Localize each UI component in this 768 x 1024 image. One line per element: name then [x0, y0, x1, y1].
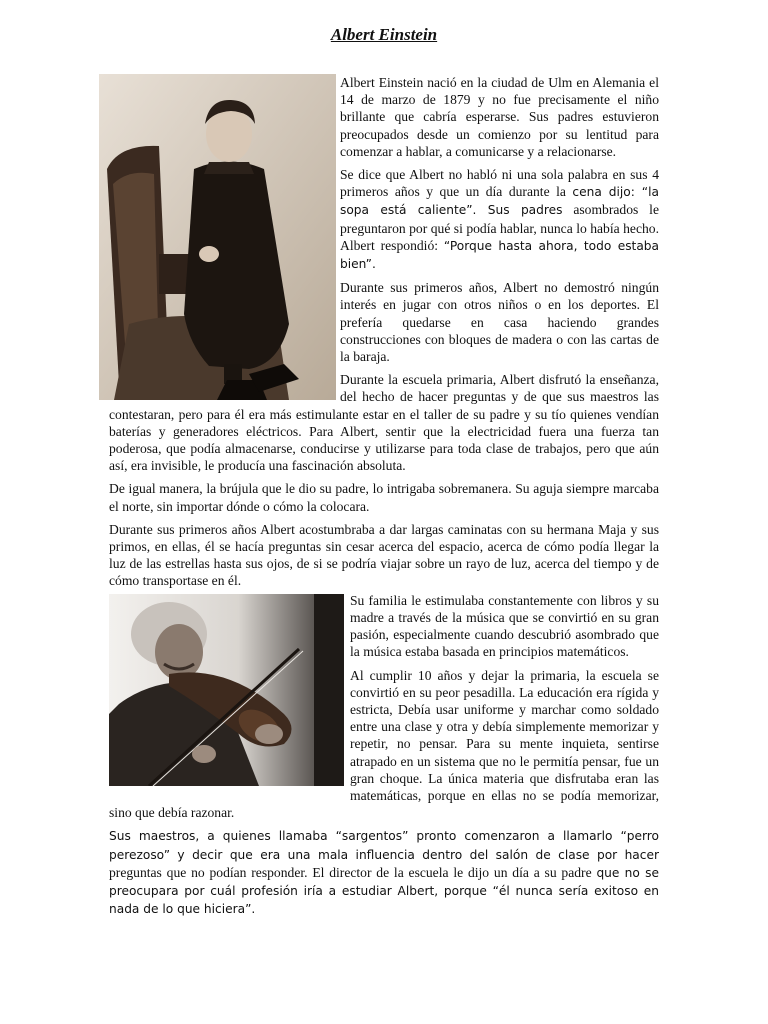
violin-player-photo [109, 594, 344, 786]
paragraph-2-part-a: Se dice que Albert no habló ni una sola palabra en sus 4 primeros años y que un día durante la [340, 167, 659, 200]
paragraph-5: De igual manera, la brújula que le dio su padre, lo intrigaba sobremanera. Su aguja siempre marcaba el norte, sin importar dónde o cómo la colocara. [109, 481, 659, 514]
paragraph-3: Durante sus primeros años, Albert no demostró ningún interés en jugar con otros niños o en los deportes. El prefería quedarse en casa haciendo grandes construcciones con bloques de madera o con las cartas de la baraja. [340, 280, 659, 365]
paragraph-4: Durante la escuela primaria, Albert disfrutó la enseñanza, del hecho de hacer preguntas y de que sus maestros las contestaran, pero para él era más estimulante estar en el taller de su padre y su tío quienes vendían baterías y generadores eléctricos. Para Albert, sentir que la electricidad fuera una fuerza tan poderosa, que podía almacenarse, conducirse y utilizarse para toda clase de trabajos, pero que aún así, era invisible, le producía una fascinación absoluta. [109, 372, 659, 474]
paragraph-8: Al cumplir 10 años y dejar la primaria, la escuela se convirtió en su peor pesadilla. La educación era rígida y estricta, Debía usar uniforme y marchar como soldado entre una clase y otra y debía simplemente memorizar y repetir, no pensar. Para su mente inquieta, sentirse atrapado en un sistema que no le permitía pensar, fue un gran choque. La única materia que disfrutaba eran las matemáticas, porque en ellas no se podía memorizar, sino que debía razonar. [109, 667, 659, 821]
paragraph-9-part-b: preguntas que no podían responder. El director de la escuela le dijo un día a su padre [109, 864, 592, 880]
paragraph-1: Albert Einstein nació en la ciudad de Ulm en Alemania el 14 de marzo de 1879 y no fue precisamente el niño brillante que cabría esperarse. Sus padres estuvieron preocupados desde un comienzo por su lentitud para comenzar a hablar, a comunicarse y a relacionarse. [340, 75, 659, 159]
paragraph-6: Durante sus primeros años Albert acostumbraba a dar largas caminatas con su hermana Maja y sus primos, en ellas, él se hacía preguntas sin cesar acerca del espacio, acerca de cómo podía llegar la luz de las estrellas hasta sus ojos, de si se podría viajar sobre un rayo de luz, acerca del tiempo y de cómo transportase en él. [109, 521, 659, 589]
paragraph-9-part-a: Sus maestros, a quienes llamaba “sargentos” pronto comenzaron a llamarlo “perro perezoso” y decir que era una mala influencia dentro del salón de clase por hacer [109, 829, 659, 862]
paragraph-7: Su familia le estimulaba constantemente con libros y su madre a través de la música que se convirtió en su gran pasión, especialmente cuando descubrió asombrado que la música estaba basada en principios matemáticos. [350, 592, 659, 660]
paragraph-9 [109, 827, 659, 918]
document-page [109, 22, 659, 924]
page-title: Albert Einstein [330, 25, 438, 44]
paragraph-2-part-d: “Porque hasta ahora, todo estaba bien”. [340, 238, 659, 272]
paragraph-2-part-c: asombrados le preguntaron por qué si podía hablar, nunca lo había hecho. Albert respondió: [340, 202, 659, 253]
paragraph-2-part-b: cena dijo: “la sopa está caliente”. Sus padres [340, 185, 659, 218]
paragraph-9-part-c: que no se preocupara por cuál profesión iría a estudiar Albert, porque “él nunca sería exitoso en nada de lo que hiciera”. [109, 865, 659, 917]
child-portrait-photo [99, 74, 336, 400]
